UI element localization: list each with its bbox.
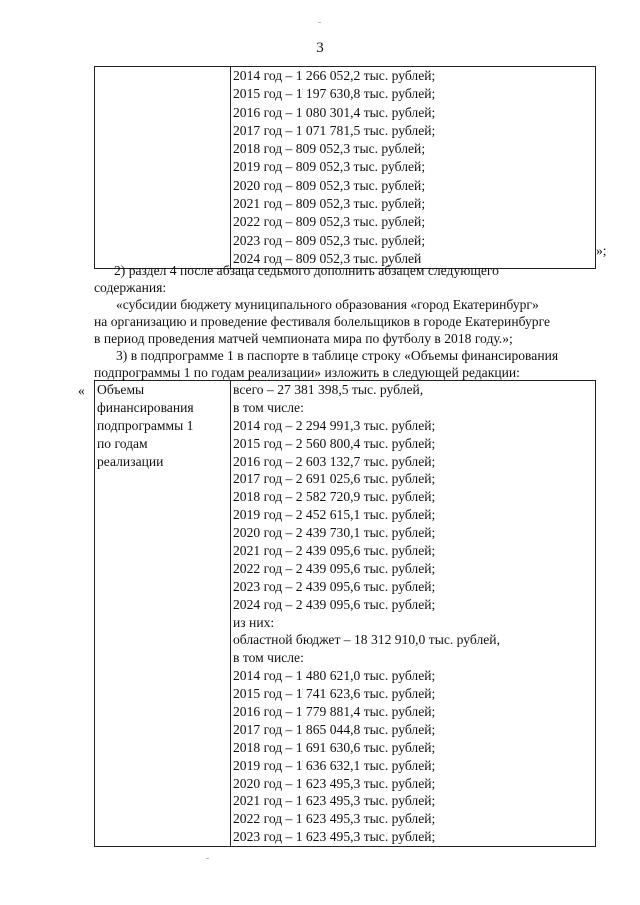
table-line: по годам — [97, 436, 148, 451]
table-line: 2021 год – 1 623 495,3 тыс. рублей; — [233, 793, 436, 809]
scan-speck — [206, 858, 209, 859]
table-line: Объемы — [97, 382, 145, 397]
table-line: 2022 год – 809 052,3 тыс. рублей; — [233, 214, 426, 230]
table-right-cell — [231, 67, 596, 269]
paragraph-3 — [94, 347, 595, 381]
paragraph-line: содержания: — [94, 280, 167, 295]
paragraph-line: в период проведения матчей чемпионата мира по футболу в 2018 году.»; — [94, 331, 513, 346]
paragraph-line: на организацию и проведение фестиваля болельщиков в городе Екатеринбурге — [94, 314, 551, 329]
scan-speck — [318, 22, 321, 23]
opening-quote: « — [78, 383, 85, 398]
table-line: из них: — [233, 614, 275, 630]
table-line: 2015 год – 1 741 623,6 тыс. рублей; — [233, 686, 436, 702]
table-line: 2015 год – 1 197 630,8 тыс. рублей; — [233, 86, 436, 102]
table-line: 2023 год – 1 623 495,3 тыс. рублей; — [233, 829, 436, 845]
table-line: 2023 год – 809 052,3 тыс. рублей; — [233, 232, 426, 248]
table-line: 2020 год – 2 439 730,1 тыс. рублей; — [233, 525, 436, 541]
paragraph-line: 2) раздел 4 после абзаца седьмого дополнить абзацем следующего — [114, 263, 499, 278]
table-line: 2020 год – 1 623 495,3 тыс. рублей; — [233, 775, 436, 791]
table-line: подпрограммы 1 — [97, 418, 194, 433]
table-line: 2014 год – 2 294 991,3 тыс. рублей; — [233, 417, 436, 433]
table-line: финансирования — [97, 400, 194, 415]
table-line: 2020 год – 809 052,3 тыс. рублей; — [233, 177, 426, 193]
table-line: 2017 год – 1 071 781,5 тыс. рублей; — [233, 122, 436, 138]
table-line: 2019 год – 2 452 615,1 тыс. рублей; — [233, 507, 436, 523]
page-number: 3 — [316, 40, 324, 56]
table-line: 2022 год – 1 623 495,3 тыс. рублей; — [233, 811, 436, 827]
paragraph-line: «субсидии бюджету муниципального образования «город Екатеринбург» — [116, 297, 539, 312]
table-line: 2023 год – 2 439 095,6 тыс. рублей; — [233, 578, 436, 594]
table-line: 2022 год – 2 439 095,6 тыс. рублей; — [233, 560, 436, 576]
table-line: в том числе: — [233, 650, 304, 666]
table-line: 2018 год – 1 691 630,6 тыс. рублей; — [233, 739, 436, 755]
paragraph-line: 3) в подпрограмме 1 в паспорте в таблице строку «Объемы финансирования — [116, 348, 559, 363]
table-line: всего – 27 381 398,5 тыс. рублей, — [233, 382, 424, 397]
table-line: реализации — [97, 454, 164, 469]
table-line: 2024 год – 809 052,3 тыс. рублей — [233, 250, 422, 266]
paragraph-line: подпрограммы 1 по годам реализации» изложить в следующей редакции: — [94, 365, 520, 380]
table-left-cell — [95, 381, 231, 847]
table-line: 2018 год – 2 582 720,9 тыс. рублей; — [233, 489, 436, 505]
table-line: 2017 год – 2 691 025,6 тыс. рублей; — [233, 471, 436, 487]
funding-table-subprogram-1 — [94, 380, 596, 847]
table-left-cell — [95, 67, 231, 269]
table-line: 2021 год – 809 052,3 тыс. рублей; — [233, 196, 426, 212]
closing-quote: »; — [596, 243, 607, 258]
paragraph-2 — [94, 262, 595, 296]
quoted-paragraph — [94, 296, 595, 347]
funding-table-continued — [94, 66, 596, 269]
table-line: 2017 год – 1 865 044,8 тыс. рублей; — [233, 721, 436, 737]
table-right-cell — [231, 381, 596, 847]
table-line: 2021 год – 2 439 095,6 тыс. рублей; — [233, 543, 436, 559]
table-line: 2014 год – 1 266 052,2 тыс. рублей; — [233, 68, 436, 83]
table-line: 2014 год – 1 480 621,0 тыс. рублей; — [233, 668, 436, 684]
table-line: 2016 год – 1 779 881,4 тыс. рублей; — [233, 704, 436, 720]
table-line: 2018 год – 809 052,3 тыс. рублей; — [233, 141, 426, 157]
table-line: 2016 год – 1 080 301,4 тыс. рублей; — [233, 104, 436, 120]
table-line: 2016 год – 2 603 132,7 тыс. рублей; — [233, 453, 436, 469]
table-line: 2019 год – 809 052,3 тыс. рублей; — [233, 159, 426, 175]
table-line: 2024 год – 2 439 095,6 тыс. рублей; — [233, 596, 436, 612]
table-line: областной бюджет – 18 312 910,0 тыс. рублей, — [233, 632, 500, 648]
table-line: 2015 год – 2 560 800,4 тыс. рублей; — [233, 435, 436, 451]
table-line: 2019 год – 1 636 632,1 тыс. рублей; — [233, 757, 436, 773]
table-line: в том числе: — [233, 399, 304, 415]
